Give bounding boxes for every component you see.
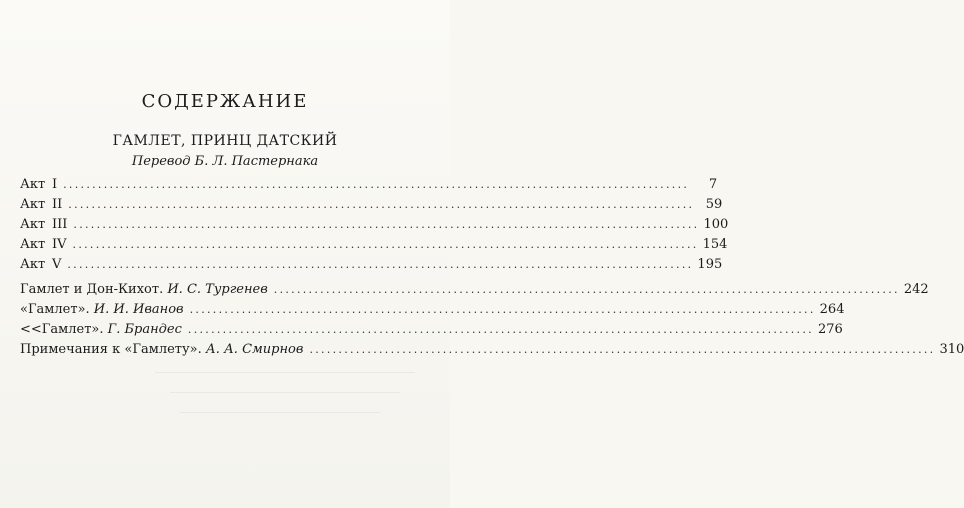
dot-leader: ............................................................................................................	[72, 238, 699, 251]
entry-label	[20, 320, 182, 340]
toc-entry-act-5	[20, 255, 723, 275]
toc-entry-act-3	[20, 215, 729, 235]
play-title: ГАМЛЕТ, ПРИНЦ ДАТСКИЙ	[112, 133, 338, 149]
entry-label	[20, 175, 57, 195]
act-numeral: IV	[52, 237, 67, 252]
essay-author: А. А. Смирнов	[205, 342, 304, 357]
page-number: 59	[705, 197, 723, 212]
dot-leader: ............................................................................................................	[63, 178, 690, 191]
translator-line: Перевод Б. Л. Пастернака	[131, 154, 319, 169]
dot-leader: ............................................................................................................	[189, 303, 816, 316]
toc-entry-essay-1	[20, 280, 929, 300]
bleed-through-line	[180, 412, 380, 413]
toc-entry-essay-4	[20, 340, 964, 360]
act-numeral: III	[52, 217, 68, 232]
entry-label	[20, 280, 268, 300]
page-number: 310	[939, 342, 964, 357]
page-number: 264	[819, 302, 845, 317]
acts-toc	[20, 175, 729, 275]
toc-entry-act-1	[20, 175, 718, 195]
entry-label	[20, 235, 67, 255]
toc-entry-act-4	[20, 235, 728, 255]
entry-label	[20, 195, 62, 215]
bleed-through-line	[170, 392, 400, 393]
dot-leader: ............................................................................................................	[68, 198, 695, 211]
essay-author: И. И. Иванов	[93, 302, 184, 317]
act-word: Акт	[20, 237, 46, 252]
essays-toc	[20, 280, 964, 360]
essay-author: И. С. Тургенев	[167, 282, 268, 297]
dot-leader: ............................................................................................................	[187, 323, 814, 336]
dot-leader: ............................................................................................................	[67, 258, 694, 271]
page-number: 195	[697, 257, 723, 272]
act-numeral: I	[52, 177, 58, 192]
page-number: 7	[708, 177, 718, 192]
act-numeral: II	[52, 197, 63, 212]
entry-label	[20, 300, 184, 320]
page-title: СОДЕРЖАНИЕ	[141, 91, 309, 112]
essay-author: Г. Брандес	[107, 322, 182, 337]
act-word: Акт	[20, 197, 46, 212]
entry-label	[20, 215, 67, 235]
essay-title: «Гамлет».	[20, 302, 90, 317]
toc-entry-act-2	[20, 195, 723, 215]
page-number: 276	[817, 322, 843, 337]
essay-title: Примечания к «Гамлету».	[20, 342, 202, 357]
act-word: Акт	[20, 177, 46, 192]
toc-entry-essay-3	[20, 320, 843, 340]
dot-leader: ............................................................................................................	[73, 218, 700, 231]
act-word: Акт	[20, 217, 46, 232]
entry-label	[20, 340, 303, 360]
page-number: 242	[903, 282, 929, 297]
page-number: 100	[703, 217, 729, 232]
page-number: 154	[702, 237, 728, 252]
entry-label	[20, 255, 61, 275]
dot-leader: ............................................................................................................	[309, 343, 936, 356]
act-numeral: V	[52, 257, 62, 272]
dot-leader: ............................................................................................................	[273, 283, 900, 296]
essay-title: <<Гамлет».	[20, 322, 104, 337]
toc-entry-essay-2	[20, 300, 845, 320]
essay-title: Гамлет и Дон-Кихот.	[20, 282, 164, 297]
act-word: Акт	[20, 257, 46, 272]
bleed-through-line	[155, 372, 415, 373]
